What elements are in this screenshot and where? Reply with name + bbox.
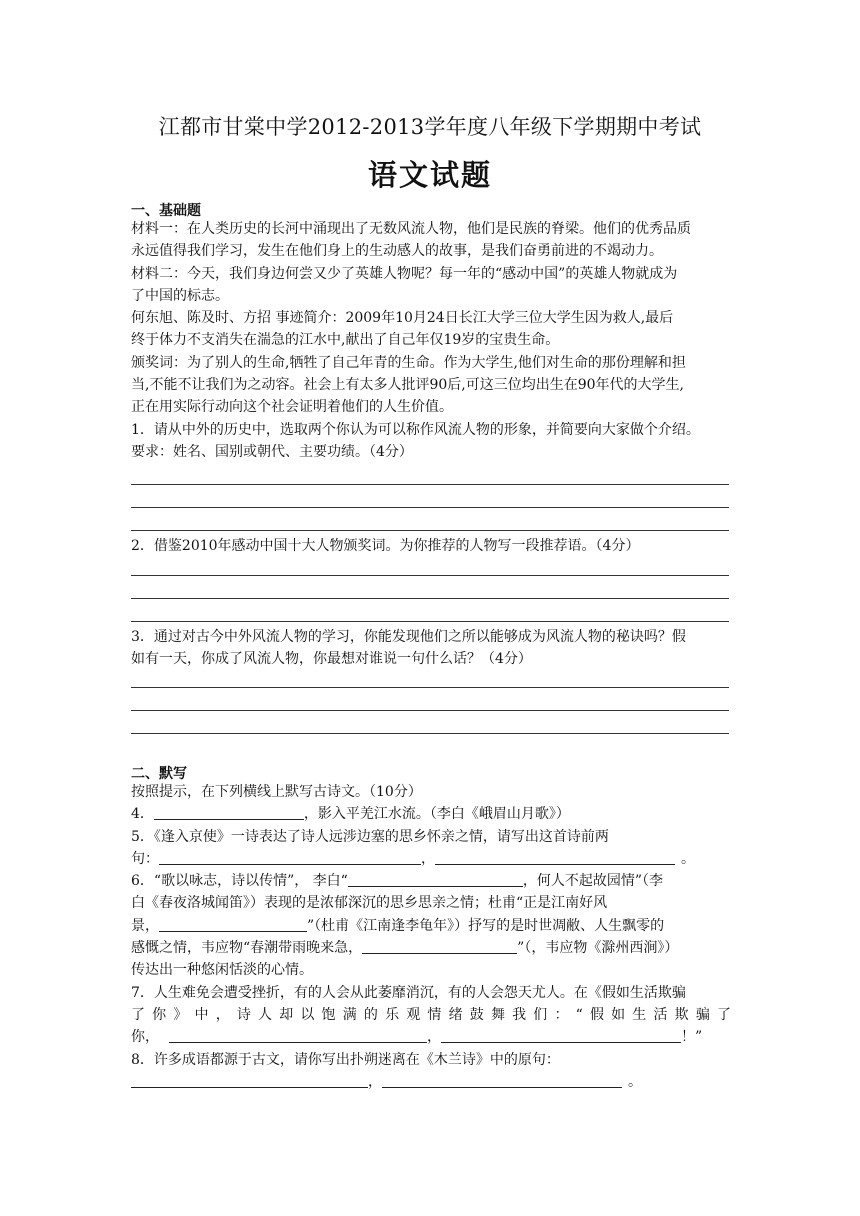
question7-line2: 了你》中，诗人却以饱满的乐观情绪鼓舞我们：“假如生活欺骗了 xyxy=(131,1006,731,1023)
answer-line[interactable] xyxy=(131,621,729,622)
fill-blank[interactable] xyxy=(159,917,307,932)
exam-subtitle: 语文试题 xyxy=(367,158,492,192)
question1-line2: 要求：姓名、国别或朝代、主要功绩。（4分） xyxy=(131,443,413,460)
question5-line1: 5．《逢入京使》一诗表达了诗人远涉边塞的思乡怀亲之情，请写出这首诗前两 xyxy=(131,828,609,845)
intro-line2: 终于体力不支消失在湍急的江水中,献出了自己年仅19岁的宝贵生命。 xyxy=(131,332,560,349)
fill-blank[interactable] xyxy=(435,850,675,865)
fill-blank[interactable] xyxy=(154,805,304,820)
section2-body xyxy=(131,781,731,1093)
intro-line1: 何东旭、陈及时、方招 事迹简介：2009年10月24日长江大学三位大学生因为救人,最后 xyxy=(131,310,674,327)
material2-line1: 材料二：今天，我们身边何尝又少了英雄人物呢？每一年的“感动中国”的英雄人物就成为 xyxy=(131,265,678,282)
exam-title: 江都市甘棠中学2012-2013学年度八年级下学期期中考试 xyxy=(158,115,702,139)
award-line2: 当,不能不让我们为之动容。社会上有太多人批评90后,可这三位均出生在90年代的大学生, xyxy=(131,377,684,394)
question3-line1: 3．通过对古今中外风流人物的学习，你能发现他们之所以能够成为风流人物的秘诀吗？假 xyxy=(131,629,686,645)
question6-line1: 6．“歌以咏志，诗以传情”， 李白“ ，何人不起故园情”（李 xyxy=(131,873,664,890)
question6-line2: 白《春夜洛城闻笛》）表现的是浓郁深沉的思乡思亲之情；杜甫“正是江南好风 xyxy=(131,895,608,912)
question8-line2: ， 。 xyxy=(131,1071,731,1093)
fill-blank[interactable] xyxy=(441,1028,681,1043)
question6-line4: 感慨之情，韦应物“春潮带雨晚来急， ”（，韦应物《滁州西涧》） xyxy=(131,940,679,957)
fill-blank[interactable] xyxy=(169,1028,427,1043)
question2: 2．借鉴2010年感动中国十大人物颁奖词。为你推荐的人物写一段推荐语。（4分） xyxy=(131,538,640,554)
answer-line[interactable] xyxy=(131,598,729,599)
answer-line[interactable] xyxy=(131,710,729,711)
answer-line[interactable] xyxy=(131,733,729,734)
answer-line[interactable] xyxy=(131,687,729,688)
answer-line[interactable] xyxy=(131,575,729,576)
material1-line2: 永远值得我们学习，发生在他们身上的生动感人的故事，是我们奋勇前进的不竭动力。 xyxy=(131,243,663,260)
question5-line2: 句： ， 。 xyxy=(131,850,695,867)
material2-line2: 了中国的标志。 xyxy=(131,287,229,304)
section2-heading: 二、默写 xyxy=(131,766,187,782)
question6-line5: 传达出一种悠闲恬淡的心情。 xyxy=(131,962,313,979)
fill-blank[interactable] xyxy=(348,872,523,887)
fill-blank[interactable] xyxy=(362,939,517,954)
award-line3: 正在用实际行动向这个社会证明着他们的人生价值。 xyxy=(131,399,453,416)
award-line1: 颁奖词：为了别人的生命,牺牲了自己年青的生命。作为大学生,他们对生命的那份理解和担 xyxy=(131,354,686,371)
question6-line3: 景， ”（杜甫《江南逢李龟年》）抒写的是时世凋敝、人生飘零的 xyxy=(131,917,665,934)
question4: 4． ，影入平羌江水流。（李白《峨眉山月歌》） xyxy=(131,806,570,823)
fill-blank[interactable] xyxy=(159,850,421,865)
question1-line1: 1．请从中外的历史中，选取两个你认为可以称作风流人物的形象，并简要向大家做个介绍。 xyxy=(131,421,700,438)
section1-heading: 一、基础题 xyxy=(131,203,201,219)
material1-line1: 材料一：在人类历史的长河中涌现出了无数风流人物，他们是民族的脊梁。他们的优秀品质 xyxy=(131,221,691,237)
answer-line[interactable] xyxy=(131,507,729,508)
question8-line1: 8．许多成语都源于古文，请你写出扑朔迷离在《木兰诗》中的原句： xyxy=(131,1051,560,1068)
question3-line2: 如有一天，你成了风流人物，你最想对谁说一句什么话？（4分） xyxy=(131,651,532,668)
question7-line3: 你， ， ！” xyxy=(131,1029,703,1046)
section2-instruction: 按照提示，在下列横线上默写古诗文。（10分） xyxy=(131,784,422,800)
fill-blank[interactable] xyxy=(131,1073,368,1088)
question3 xyxy=(131,626,731,671)
answer-line[interactable] xyxy=(131,484,729,485)
answer-line[interactable] xyxy=(131,530,729,531)
fill-blank[interactable] xyxy=(382,1073,622,1088)
section1-materials xyxy=(131,218,731,463)
question7-line1: 7．人生难免会遭受挫折，有的人会从此萎靡消沉，有的人会怨天尤人。在《假如生活欺骗 xyxy=(131,984,686,1001)
